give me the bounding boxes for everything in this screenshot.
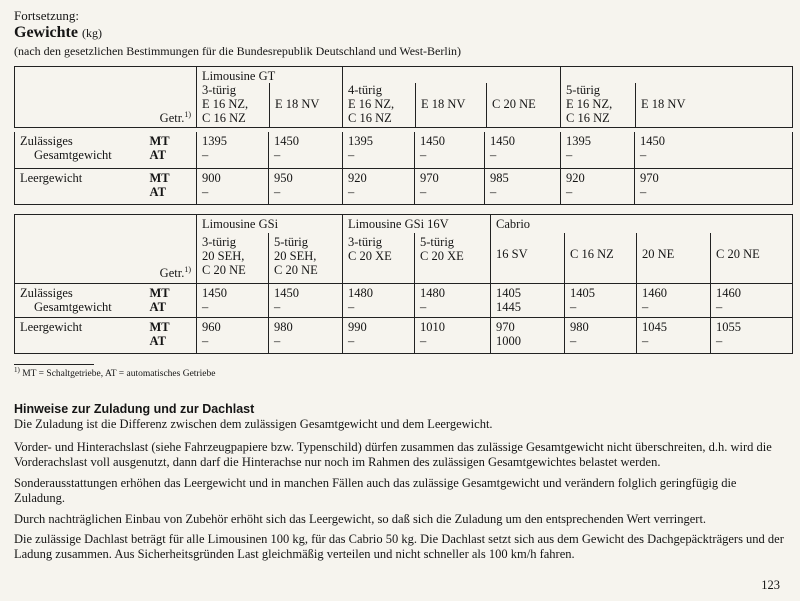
- table-row: [15, 317, 793, 353]
- variant-header: E 18 NV: [275, 97, 320, 111]
- title-text: Gewichte: [14, 24, 78, 41]
- variant-header: 3-türig 20 SEH, C 20 NE: [197, 233, 269, 283]
- value-cell: 920 –: [561, 168, 635, 204]
- variant-header: C 20 NE: [711, 233, 793, 283]
- getr-codes: MT AT: [145, 132, 197, 168]
- variant-header: C 16 NZ: [565, 233, 637, 283]
- group-title-gt: Limousine GT: [202, 69, 276, 83]
- value-cell: 990 –: [343, 317, 415, 353]
- value-cell: 1480 –: [415, 283, 491, 317]
- variant-header: 4-türig E 16 NZ, C 16 NZ: [343, 83, 416, 127]
- value-cell: 1010 –: [415, 317, 491, 353]
- value-cell: 1055 –: [711, 317, 793, 353]
- value-cell: 1405 –: [565, 283, 637, 317]
- variant-header: 3-türig C 20 XE: [343, 233, 415, 283]
- header-empty-cell: [15, 233, 145, 283]
- page-number: 123: [761, 578, 780, 592]
- weights-table-gt: [14, 66, 793, 128]
- title-unit: (kg): [81, 26, 102, 40]
- row-label: Leergewicht: [15, 317, 145, 353]
- value-cell: 920 –: [343, 168, 415, 204]
- value-cell: 1480 –: [343, 283, 415, 317]
- value-cell: 1450 –: [269, 132, 343, 168]
- header-empty-cell: [15, 67, 145, 128]
- table-header-row: [15, 67, 793, 128]
- subtitle: (nach den gesetzlichen Bestimmungen für die Bundesrepublik Deutschland und West-Berlin): [14, 44, 462, 58]
- row-label: Zulässiges Gesamtgewicht: [15, 283, 145, 317]
- group-title-gsi16v: Limousine GSi 16V: [343, 215, 491, 234]
- gt-4door-header: [343, 67, 561, 128]
- table-header-row: [15, 233, 793, 283]
- variant-header: E 18 NV: [641, 97, 686, 111]
- notes-heading: Hinweise zur Zuladung und zur Dachlast: [14, 402, 255, 416]
- row-label: Zulässiges Gesamtgewicht: [15, 132, 145, 168]
- value-cell: 985 –: [485, 168, 561, 204]
- variant-header: 3-türig E 16 NZ, C 16 NZ: [197, 83, 270, 127]
- group-title-gsi: Limousine GSi: [197, 215, 343, 234]
- gt-5door-header: [561, 67, 793, 128]
- value-cell: 1450 –: [415, 132, 485, 168]
- value-cell: 1405 1445: [491, 283, 565, 317]
- weights-table-gsi-cabrio: [14, 214, 793, 354]
- value-cell: 1450 –: [197, 283, 269, 317]
- notes-paragraph: Sonderausstattungen erhöhen das Leergewicht und in manchen Fällen auch das zulässige Gesamtgewicht und verändern folglich geringfügig die Zuladung.: [14, 476, 737, 505]
- value-cell: 970 –: [635, 168, 793, 204]
- variant-header: 5-türig 20 SEH, C 20 NE: [269, 233, 343, 283]
- value-cell: 1395 –: [561, 132, 635, 168]
- table-header-row: [15, 215, 793, 234]
- value-cell: 980 –: [565, 317, 637, 353]
- header-empty-cell: [15, 215, 145, 234]
- notes-paragraph: Die Zuladung ist die Differenz zwischen dem zulässigen Gesamtgewicht und dem Leergewicht.: [14, 417, 493, 431]
- value-cell: 1450 –: [269, 283, 343, 317]
- table-row: [15, 283, 793, 317]
- value-cell: 950 –: [269, 168, 343, 204]
- value-cell: 1450 –: [635, 132, 793, 168]
- variant-header: 5-türig E 16 NZ, C 16 NZ: [561, 83, 636, 127]
- value-cell: 900 –: [197, 168, 269, 204]
- getr-codes: MT AT: [145, 283, 197, 317]
- row-label: Leergewicht: [15, 168, 145, 204]
- value-cell: 1395 –: [343, 132, 415, 168]
- footnote-marker: 1): [14, 366, 20, 374]
- notes-paragraph: Die zulässige Dachlast beträgt für alle Limousinen 100 kg, für das Cabrio 50 kg. Die Dachlast setzt sich aus dem Gewicht des Dachgepäckträgers und der Ladung zusammen. Aus Sicherheitsgründen Last gleichmäßig verteilen und nicht schneller als 100 km/h fahren.: [14, 532, 784, 561]
- getr-codes: MT AT: [145, 168, 197, 204]
- table-row: [15, 132, 793, 168]
- group-title-cabrio: Cabrio: [491, 215, 793, 234]
- value-cell: 980 –: [269, 317, 343, 353]
- value-cell: 1450 –: [485, 132, 561, 168]
- getr-header: Getr.$^{1)}$: [145, 67, 197, 128]
- value-cell: 970 1000: [491, 317, 565, 353]
- table-row: [15, 168, 793, 204]
- footnote-text: MT = Schaltgetriebe, AT = automatisches Getriebe: [22, 369, 216, 380]
- variant-header: 16 SV: [491, 233, 565, 283]
- notes-paragraph: Vorder- und Hinterachslast (siehe Fahrzeugpapiere bzw. Typenschild) dürfen zusammen das zulässige Gesamtgewicht nicht überschreiten, d.h. wird die Vorderachslast voll ausgenutzt, dann darf die Hinterachse nur noch im Rahmen des zulässigen Gesamtgewichtes belastet werden.: [14, 440, 772, 469]
- value-cell: 1460 –: [637, 283, 711, 317]
- notes-paragraph: Durch nachträglichen Einbau von Zubehör erhöht sich das Leergewicht, so daß sich die Zuladung um den entsprechenden Wert verringert.: [14, 512, 707, 526]
- variant-header: E 18 NV: [416, 83, 487, 127]
- continuation-label: Fortsetzung:: [14, 8, 79, 23]
- gt-3door-header: [197, 67, 343, 128]
- value-cell: 1395 –: [197, 132, 269, 168]
- page-title: [14, 24, 102, 42]
- value-cell: 960 –: [197, 317, 269, 353]
- footnote-divider: [14, 364, 94, 365]
- value-cell: 1045 –: [637, 317, 711, 353]
- value-cell: 1460 –: [711, 283, 793, 317]
- footnote: [14, 366, 215, 379]
- getr-codes: MT AT: [145, 317, 197, 353]
- variant-header: 5-türig C 20 XE: [415, 233, 491, 283]
- variant-header: 20 NE: [637, 233, 711, 283]
- getr-header: Getr.$^{1)}$: [145, 233, 197, 283]
- value-cell: 970 –: [415, 168, 485, 204]
- weights-table-gt-body: [14, 132, 793, 205]
- header-empty-cell: [145, 215, 197, 234]
- variant-header: C 20 NE: [492, 97, 536, 111]
